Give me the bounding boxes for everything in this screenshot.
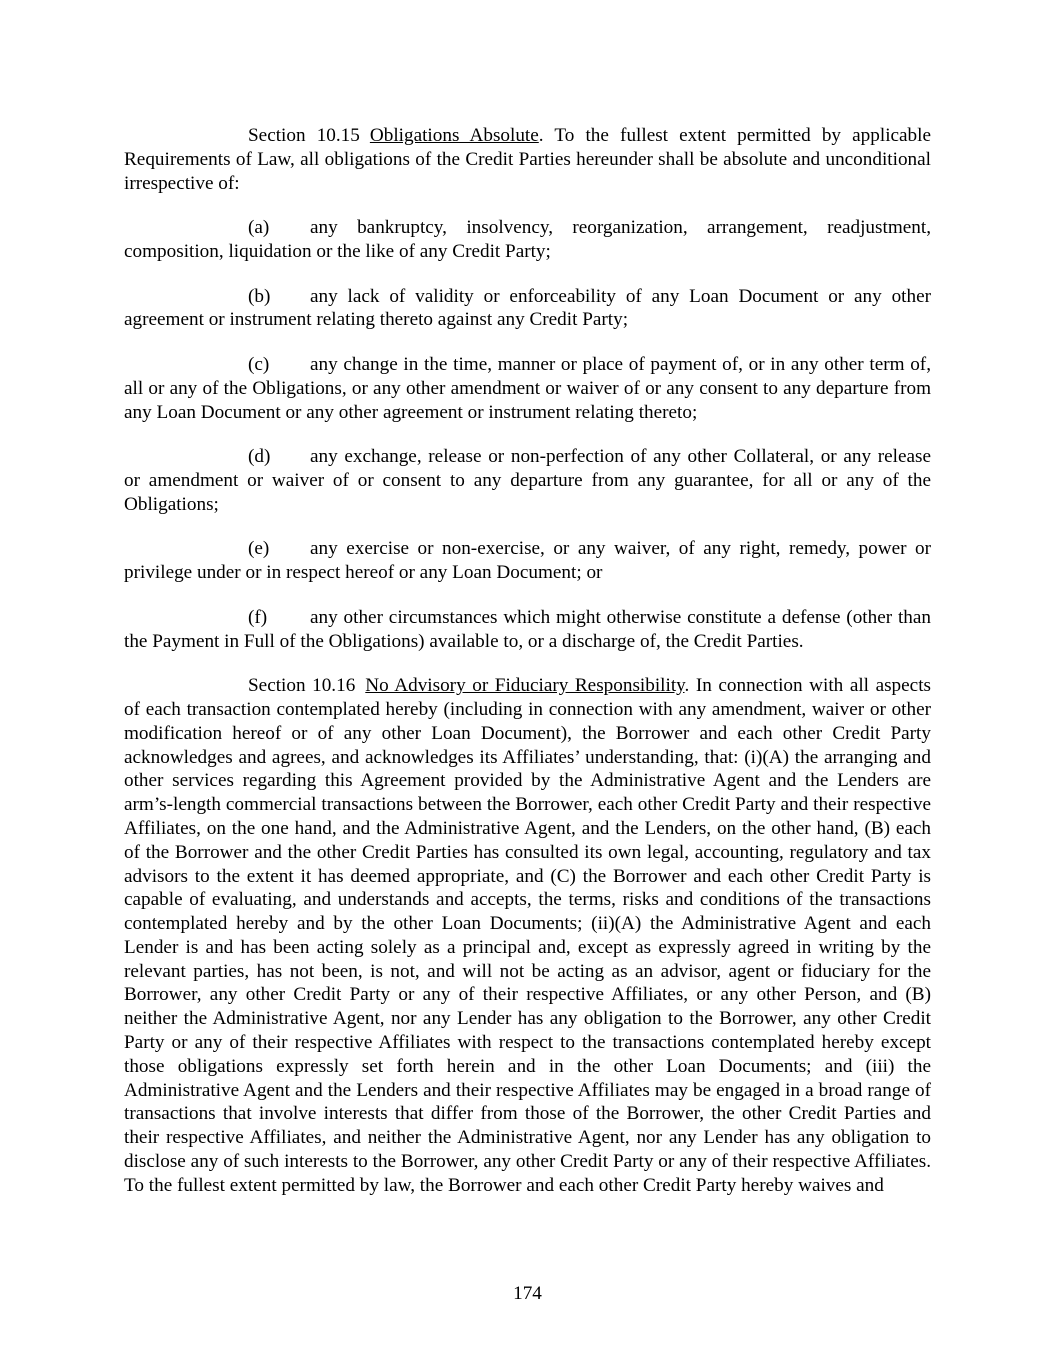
section-10-16-title: No Advisory or Fiduciary Responsibility bbox=[365, 675, 685, 697]
section-10-16-heading: Section 10.16 bbox=[248, 675, 356, 697]
section-10-15-title: Obligations Absolute bbox=[369, 125, 539, 146]
clause-f-label: (f) bbox=[248, 606, 268, 628]
section-10-15-heading: Section 10.15 bbox=[248, 125, 360, 146]
page-number: 174 bbox=[513, 1283, 542, 1304]
clause-f bbox=[124, 606, 931, 654]
clause-a bbox=[124, 216, 931, 264]
section-10-15 bbox=[124, 124, 931, 195]
clause-b-label: (b) bbox=[248, 285, 271, 307]
clause-e-label: (e) bbox=[248, 538, 270, 560]
clause-b bbox=[124, 285, 931, 333]
clause-d bbox=[124, 445, 931, 516]
section-10-16 bbox=[124, 674, 931, 1198]
clause-a-text: any bankruptcy, insolvency, reorganization, arrangement, readjustment, composition, liquidation or the like of any Credit Party; bbox=[124, 217, 931, 262]
clause-a-label: (a) bbox=[248, 217, 270, 239]
section-10-15-body: . To the fullest extent permitted by applicable Requirements of Law, all obligations of the Credit Parties hereunder shall be absolute and unconditional irrespective of: bbox=[124, 125, 932, 194]
clause-c bbox=[124, 353, 931, 424]
clause-f-text: any other circumstances which might otherwise constitute a defense (other than the Payment in Full of the Obligations) available to, or a discharge of, the Credit Parties. bbox=[124, 606, 931, 652]
clause-e-text: any exercise or non-exercise, or any waiver, of any right, remedy, power or privilege under or in respect hereof or any Loan Document; or bbox=[124, 538, 931, 584]
clause-c-label: (c) bbox=[248, 353, 270, 375]
clause-d-label: (d) bbox=[248, 446, 271, 468]
document-page bbox=[124, 124, 931, 1218]
clause-b-text: any lack of validity or enforceability of any Loan Document or any other agreement or instrument relating thereto against any Credit Party; bbox=[124, 285, 931, 331]
clause-c-text: any change in the time, manner or place of payment of, or in any other term of, all or any of the Obligations, or any other amendment or waiver of or any consent to any departure from any Loan Document or any other agreement or instrument relating thereto; bbox=[124, 353, 931, 423]
clause-d-text: any exchange, release or non-perfection of any other Collateral, or any release or amendment or waiver of or consent to any departure from any guarantee, for all or any of the Obligations; bbox=[124, 446, 931, 515]
clause-e bbox=[124, 537, 931, 585]
section-10-16-body: . In connection with all aspects of each transaction contemplated hereby (including in connection with any amendment, waiver or other modification hereof or of any other Loan Document), the Borrower and each other Credit Party acknowledges and agrees, and acknowledges its Affiliates’ understanding, that: (i)(A) the arranging and other services regarding this Agreement provided by the Administrative Agent and the Lenders are arm’s-length commercial transactions between the Borrower, each other Credit Party and their respective Affiliates, on the one hand, and the Administrative Agent, and the Lenders, on the other hand, (B) each of the Borrower and the other Credit Parties has consulted its own legal, accounting, regulatory and tax advisors to the extent it has deemed appropriate, and (C) the Borrower and each other Credit Party is capable of evaluating, and understands and accepts, the terms, risks and conditions of the transactions contemplated hereby and by the other Loan Documents; (ii)(A) the Administrative Agent and each Lender is and has been acting solely as a principal and, except as expressly agreed in writing by the relevant parties, has not been, is not, and will not be acting as an advisor, agent or fiduciary for the Borrower, any other Credit Party or any of their respective Affiliates, or any other Person, and (B) neither the Administrative Agent, nor any Lender has any obligation to the Borrower, any other Credit Party or any of their respective Affiliates with respect to the transactions contemplated hereby except those obligations expressly set forth herein and in the other Loan Documents; and (iii) the Administrative Agent and the Lenders and their respective Affiliates may be engaged in a broad range of transactions that involve interests that differ from those of the Borrower, the other Credit Parties and their respective Affiliates, and neither the Administrative Agent, nor any Lender has any obligation to disclose any of such interests to the Borrower, any other Credit Party or any of their respective Affiliates. To the fullest extent permitted by law, the Borrower and each other Credit Party hereby waives and bbox=[124, 675, 931, 1196]
